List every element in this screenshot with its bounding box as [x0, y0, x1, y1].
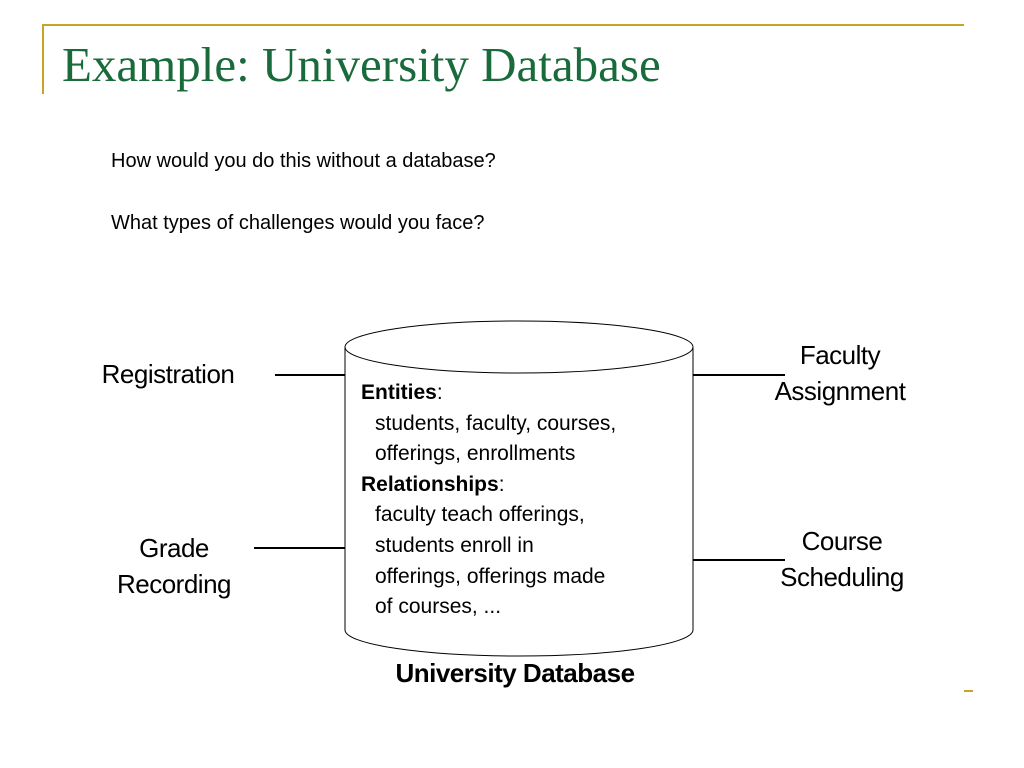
relationships-line: offerings, offerings made	[375, 564, 606, 588]
relationships-line: faculty teach offerings,	[375, 503, 585, 527]
question-challenges: What types of challenges would you face?	[111, 212, 485, 234]
relationships-line: of courses, ...	[375, 595, 502, 619]
entities-line: offerings, enrollments	[375, 442, 576, 466]
app-label-grade-recording	[96, 530, 252, 602]
entities-line: students, faculty, courses,	[375, 411, 617, 435]
relationships-line: students enroll in	[375, 533, 534, 557]
entities-label: Entities	[361, 381, 437, 404]
entities-heading	[361, 378, 616, 409]
slide-title: Example: University Database	[62, 37, 661, 92]
database-caption: University Database	[395, 658, 635, 688]
database-cylinder-top	[345, 321, 693, 373]
question-without-database: How would you do this without a database?	[111, 150, 496, 172]
entities-colon: :	[436, 381, 443, 404]
app-label-faculty-assignment	[752, 337, 928, 409]
app-label-line: Faculty	[799, 340, 881, 370]
app-label-course-scheduling	[756, 523, 928, 595]
relationships-heading	[361, 470, 616, 501]
app-label-registration	[80, 356, 256, 392]
app-label-line: Recording	[116, 569, 231, 599]
app-label-line: Grade	[139, 533, 209, 563]
app-label-line: Scheduling	[780, 562, 904, 592]
database-contents	[361, 378, 616, 623]
app-label-line: Registration	[101, 359, 235, 389]
app-label-line: Course	[801, 526, 883, 556]
relationships-label: Relationships	[361, 472, 499, 496]
relationships-colon: :	[498, 472, 505, 496]
app-label-line: Assignment	[774, 376, 906, 406]
